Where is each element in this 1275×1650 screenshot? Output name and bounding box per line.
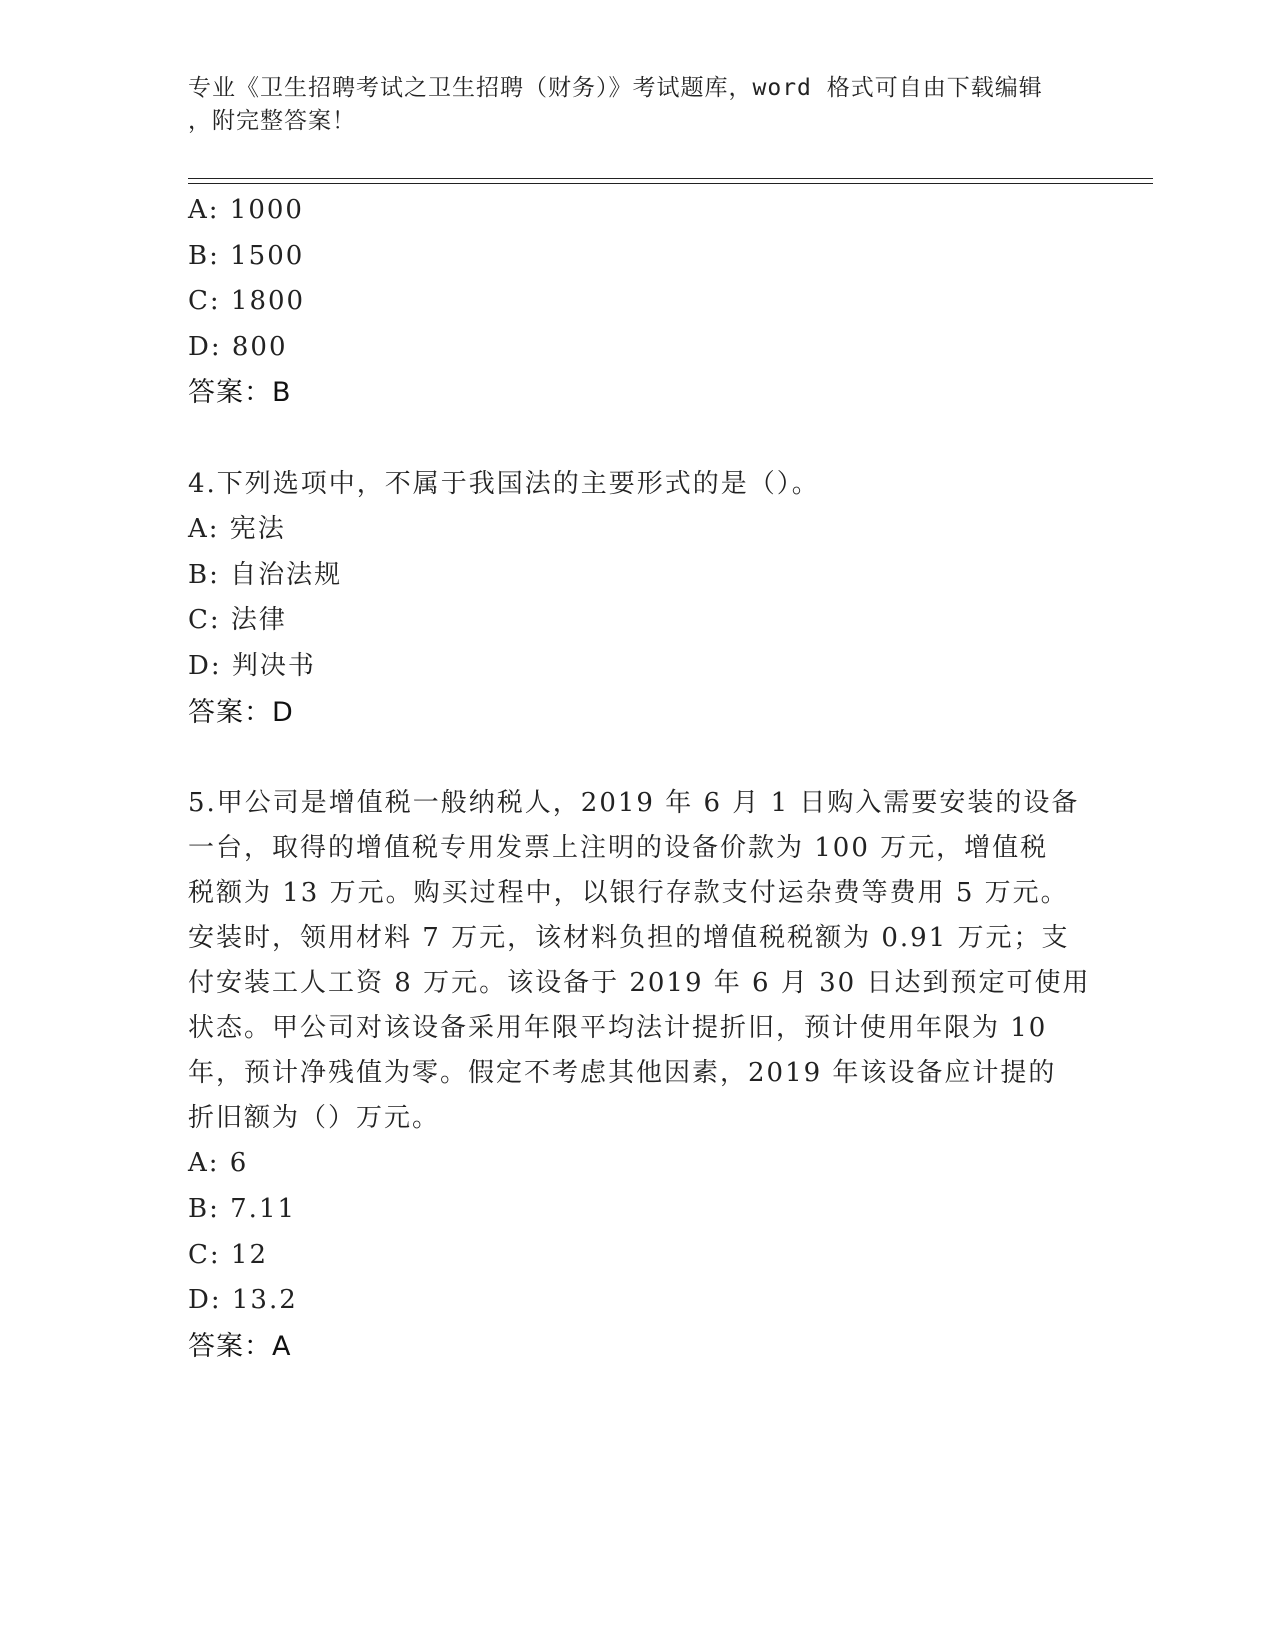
option-a: A: 6 xyxy=(188,1148,249,1179)
question-stem-line: 一台，取得的增值税专用发票上注明的设备价款为 100 万元，增值税 xyxy=(188,832,1049,863)
header-line-2: ，附完整答案！ xyxy=(188,108,356,134)
header-line-1: 专业《卫生招聘考试之卫生招聘（财务）》考试题库，word 格式可自由下载编辑 xyxy=(188,75,1043,101)
question-stem-line: 状态。甲公司对该设备采用年限平均法计提折旧，预计使用年限为 10 xyxy=(188,1013,1048,1044)
option-c: C: 法律 xyxy=(188,605,287,636)
option-d: D: 判决书 xyxy=(188,650,316,681)
question-stem: 4.下列选项中，不属于我国法的主要形式的是（）。 xyxy=(188,468,820,499)
answer-line: 答案：A xyxy=(188,1330,292,1362)
question-5 xyxy=(188,781,1091,1370)
option-a: A: 宪法 xyxy=(188,514,286,545)
question-stem-line: 付安装工人工资 8 万元。该设备于 2019 年 6 月 30 日达到预定可使用 xyxy=(188,968,1091,999)
spacer xyxy=(188,416,1088,462)
option-a: A: 1000 xyxy=(188,195,304,225)
option-d: D: 800 xyxy=(188,331,288,362)
option-c: C: 12 xyxy=(188,1239,269,1270)
spacer xyxy=(188,735,1088,781)
question-stem-line: 税额为 13 万元。购买过程中，以银行存款支付运杂费等费用 5 万元。 xyxy=(188,877,1069,908)
question-stem-line: 安装时，领用材料 7 万元，该材料负担的增值税税额为 0.91 万元；支 xyxy=(188,923,1070,953)
question-3 xyxy=(188,188,1088,416)
question-stem-line: 5.甲公司是增值税一般纳税人，2019 年 6 月 1 日购入需要安装的设备 xyxy=(188,787,1080,818)
header-divider-bottom xyxy=(188,183,1153,184)
question-4 xyxy=(188,462,1088,736)
question-list xyxy=(188,188,1091,1369)
question-stem-line: 折旧额为（）万元。 xyxy=(188,1103,441,1134)
option-c: C: 1800 xyxy=(188,286,306,317)
option-d: D: 13.2 xyxy=(188,1285,298,1316)
option-b: B: 自治法规 xyxy=(188,559,343,590)
question-stem-line: 年，预计净残值为零。假定不考虑其他因素，2019 年该设备应计提的 xyxy=(188,1058,1057,1089)
answer-line: 答案：B xyxy=(188,377,292,409)
document-header xyxy=(188,72,1078,138)
header-divider-top xyxy=(188,178,1153,179)
option-b: B: 1500 xyxy=(188,240,305,271)
option-b: B: 7.11 xyxy=(188,1194,297,1225)
answer-line: 答案：D xyxy=(188,696,294,728)
